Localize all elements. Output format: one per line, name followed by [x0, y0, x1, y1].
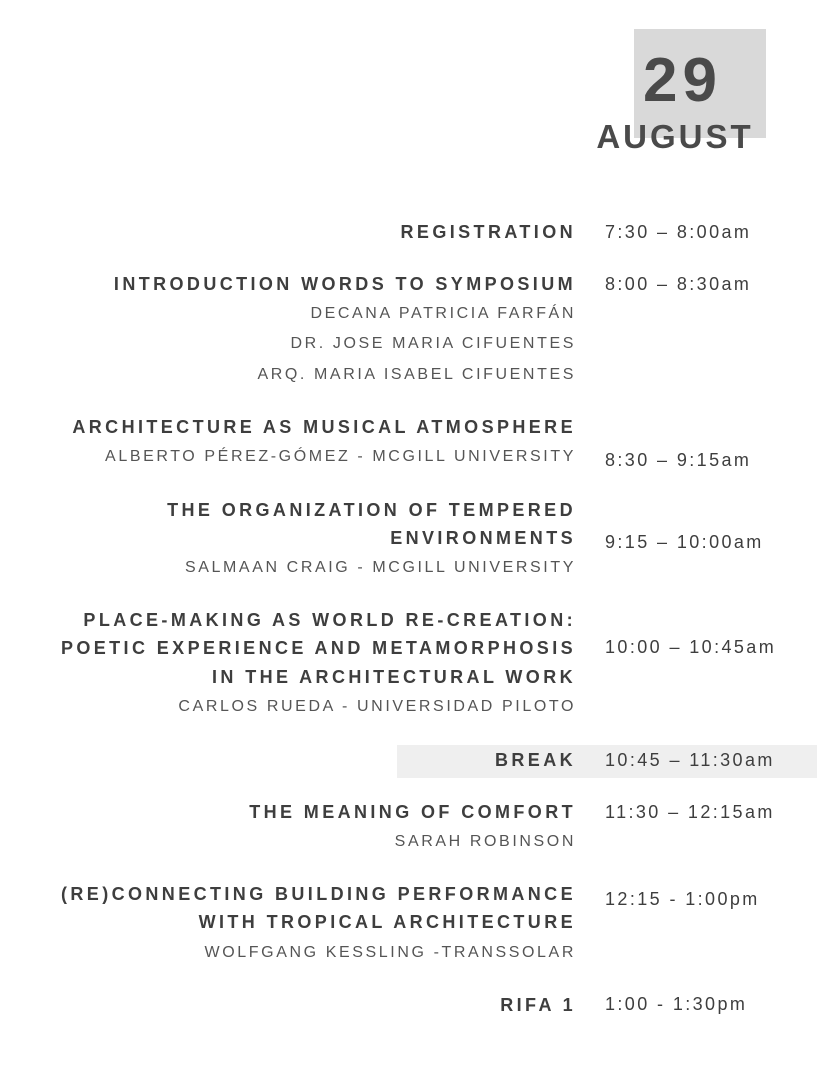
session-title: RIFA 1	[500, 995, 576, 1015]
session-time: 9:15 – 10:00am	[605, 532, 764, 552]
session-speaker: WOLFGANG KESSLING -TRANSSOLAR	[204, 944, 576, 961]
session-title: PLACE-MAKING AS WORLD RE-CREATION:	[83, 610, 576, 630]
session-title: REGISTRATION	[400, 222, 576, 242]
session-time: 10:45 – 11:30am	[605, 750, 775, 770]
session-speaker: CARLOS RUEDA - UNIVERSIDAD PILOTO	[178, 698, 576, 715]
session-time: 1:00 - 1:30pm	[605, 994, 748, 1014]
session-title: THE ORGANIZATION OF TEMPERED	[167, 500, 576, 520]
date-month: AUGUST	[596, 118, 754, 155]
session-time: 11:30 – 12:15am	[605, 802, 775, 822]
date-day: 29	[643, 46, 722, 115]
session-time: 8:00 – 8:30am	[605, 274, 752, 294]
session-title: BREAK	[494, 750, 576, 770]
session-title: IN THE ARCHITECTURAL WORK	[212, 667, 576, 687]
session-speaker: SALMAAN CRAIG - MCGILL UNIVERSITY	[184, 559, 576, 576]
session-time: 10:00 – 10:45am	[605, 637, 777, 657]
session-speaker: ARQ. MARIA ISABEL CIFUENTES	[257, 366, 576, 383]
session-title: THE MEANING OF COMFORT	[249, 802, 576, 822]
session-title: (RE)CONNECTING BUILDING PERFORMANCE	[61, 884, 576, 904]
session-title: WITH TROPICAL ARCHITECTURE	[198, 912, 576, 932]
session-title: POETIC EXPERIENCE AND METAMORPHOSIS	[60, 638, 576, 658]
session-time: 12:15 - 1:00pm	[605, 889, 760, 909]
session-speaker: DR. JOSE MARIA CIFUENTES	[290, 335, 576, 352]
session-title: INTRODUCTION WORDS TO SYMPOSIUM	[113, 274, 576, 294]
session-title: ARCHITECTURE AS MUSICAL ATMOSPHERE	[72, 417, 576, 437]
session-speaker: DECANA PATRICIA FARFÁN	[310, 305, 576, 322]
session-speaker: ALBERTO PÉREZ-GÓMEZ - MCGILL UNIVERSITY	[105, 448, 576, 465]
session-speaker: SARAH ROBINSON	[394, 833, 576, 850]
session-time: 7:30 – 8:00am	[605, 222, 752, 242]
session-title: ENVIRONMENTS	[390, 528, 576, 548]
session-time: 8:30 – 9:15am	[605, 450, 752, 470]
